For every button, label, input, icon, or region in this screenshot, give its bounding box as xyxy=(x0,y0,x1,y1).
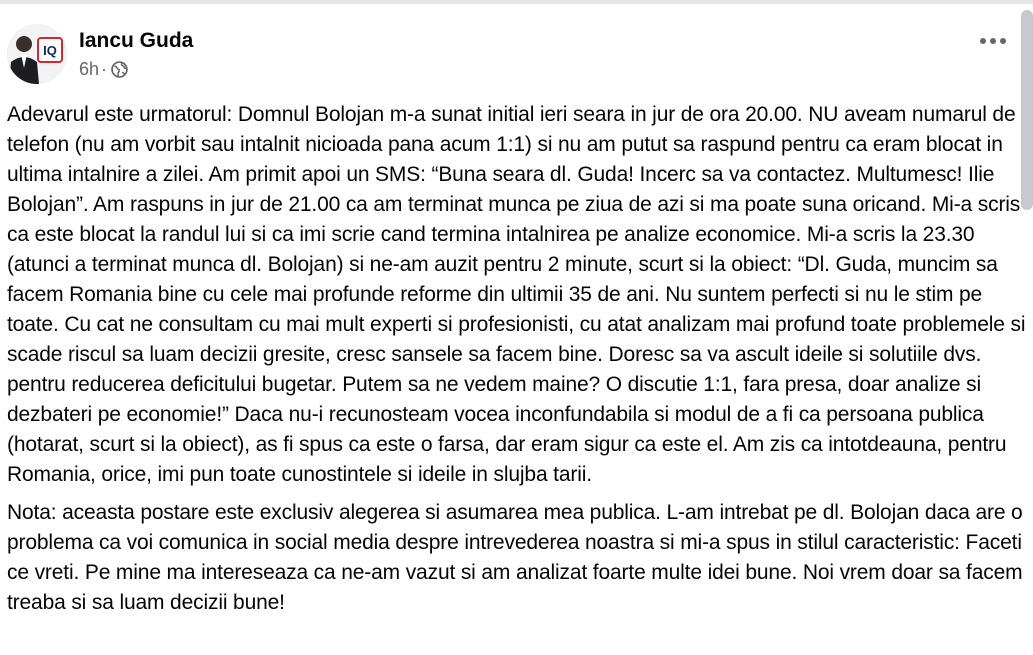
author-name[interactable]: Iancu Guda xyxy=(79,29,194,52)
avatar-badge-text: IQ xyxy=(43,43,57,58)
meta-separator: · xyxy=(101,59,108,79)
avatar-image xyxy=(7,24,67,84)
facebook-post xyxy=(0,4,1026,655)
post-time[interactable]: 6h xyxy=(79,59,100,79)
globe-icon[interactable] xyxy=(111,61,128,78)
more-options-icon xyxy=(979,37,1007,45)
more-options-button[interactable] xyxy=(976,24,1010,58)
scrollbar-thumb[interactable] xyxy=(1021,10,1033,210)
post-meta xyxy=(79,59,128,79)
post-paragraph-1: Adevarul este urmatorul: Domnul Bolojan m-a sunat initial ieri seara in jur de ora 20.00. NU aveam numarul de telefon (nu am vorbit sau intalnit nicioada pana acum 1:1) si nu am putut sa raspund pentru ca eram blocat in ultima intalnire a zilei. Am primit apoi un SMS: “Buna seara dl. Guda! Incerc sa va contactez. Multumesc! Ilie Bolojan”. Am raspuns in jur de 21.00 ca am terminat munca pe ziua de azi si ma poate suna oricand. Mi-a scris ca este blocat la randul lui si ca imi scrie cand termina intalnirea pe analize economice. Mi-a scris la 23.30 (atunci a terminat munca dl. Bolojan) si ne-am auzit pentru 2 minute, scurt si la obiect: “Dl. Guda, muncim sa facem Romania bine cu cele mai profunde reforme din ultimii 35 de ani. Nu suntem perfecti si nu le stim pe toate. Cu cat ne consultam cu mai mult experti si profesionisti, cu atat analizam mai profund toate problemele si scade riscul sa luam decizii gresite, cresc sansele sa facem bine. Doresc sa va ascult ideile si solutiile dvs. pentru reducerea deficitului bugetar. Putem sa ne vedem maine? O discutie 1:1, fara presa, doar analize si dezbateri pe economie!” Daca nu-i recunosteam vocea inconfundabila si modul de a fi ca persoana publica (hotarat, scurt si la obiect), as fi spus ca este o farsa, dar eram sigur ca este el. Am zis ca intotdeauna, pentru Romania, orice, imi pun toate cunostintele si ideile in slujba tarii. xyxy=(7,103,1026,486)
author-avatar[interactable] xyxy=(7,24,67,84)
post-header xyxy=(7,24,1007,84)
post-body xyxy=(7,100,1027,626)
post-paragraph-2: Nota: aceasta postare este exclusiv alegerea si asumarea mea publica. L-am intrebat pe dl. Bolojan daca are o problema ca voi comunica in social media despre intrevederea noastra si mi-a spus in stilul caracteristic: Faceti ce vreti. Pe mine ma intereseaza ca ne-am vazut si am analizat foarte multe idei bune. Noi vrem doar sa facem treaba si sa luam decizii bune! xyxy=(7,501,1023,614)
